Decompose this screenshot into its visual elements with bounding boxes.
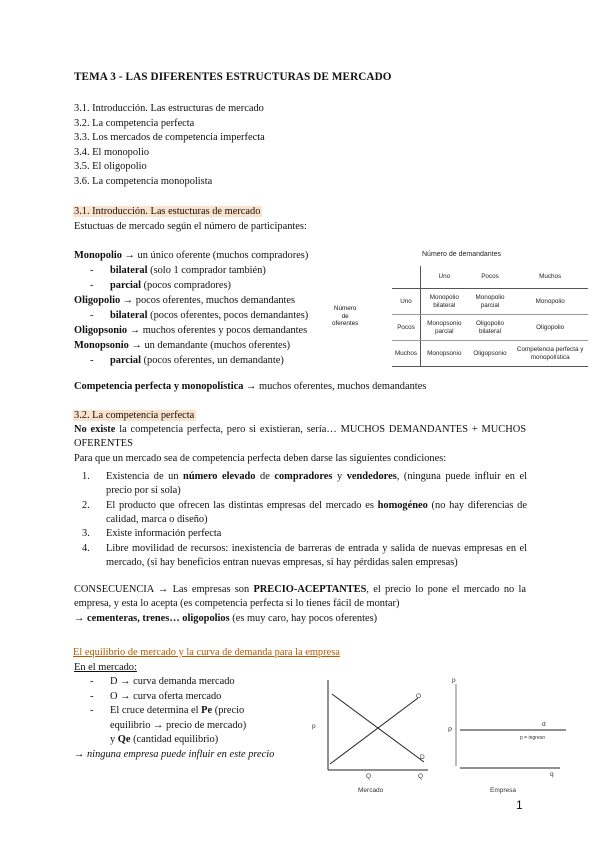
- axis-label-p: p: [312, 723, 316, 730]
- list-item: - bilateral (solo 1 comprador también): [90, 265, 266, 276]
- curve-note: p = ingreso: [520, 735, 545, 741]
- axis-label-qe: Q: [366, 773, 372, 780]
- consecuencia-paragraph: CONSECUENCIA → Las empresas son PRECIO-ACEPTANTES, el precio lo pone el mercado no la empresa, y esta lo acepta (es competencia perfecta si lo tienes fácil de montar) → cementeras, trenes… oligopolios (es muy caro, hay pocos oferentes): [74, 584, 526, 624]
- toc-item: 3.5. El oligopolio: [74, 161, 147, 172]
- table-header: Número de demandantes: [422, 251, 501, 258]
- list-item: → ninguna empresa puede influir en este precio: [74, 748, 275, 760]
- list-item: - D → curva demanda mercado: [90, 676, 235, 687]
- list-item: Oligopolio → pocos oferentes, muchos demandantes: [74, 295, 296, 306]
- subsection-heading: El equilibrio de mercado y la curva de demanda para la empresa: [73, 647, 340, 658]
- list-item: 1. Existencia de un número elevado de compradores y vendedores, (ninguna puede influir en el precio por si sola): [82, 471, 527, 497]
- list-item: 4. Libre movilidad de recursos: inexistencia de barreras de entrada y salida de nuevas empresas en el mercado, (si hay beneficios entran nuevas empresas, si hay pérdidas salen empresas): [82, 542, 527, 569]
- table-row: Uno Monopolio bilateral Monopolio parcial Monopolio: [392, 289, 588, 315]
- firm-graph: [446, 670, 576, 800]
- column-header: Uno: [421, 266, 468, 289]
- subsection-subheading: En el mercado:: [74, 662, 137, 673]
- competencia-line: Competencia perfecta y monopolística → muchos oferentes, muchos demandantes: [74, 381, 427, 392]
- list-item: Monopolio → un único oferente (muchos compradores): [74, 250, 309, 261]
- table-row: Pocos Monopsonio parcial Oligopolio bilateral Oligopolio: [392, 315, 588, 341]
- curve-label-o: O: [416, 693, 422, 700]
- list-item: y Qe (cantidad equilibrio): [110, 734, 219, 745]
- curve-label-d: d: [542, 721, 546, 728]
- table-of-contents: [74, 102, 265, 189]
- list-item: equilibrio → precio de mercado): [110, 719, 247, 731]
- table-side-label: Número de oferentes: [332, 305, 359, 328]
- paragraph: No existe la competencia perfecta, pero si existieran, sería… MUCHOS DEMANDANTES + MUCHOS OFERENTES Para que un mercado sea de competencia perfecta deben darse las siguientes condiciones:: [74, 424, 526, 464]
- column-header: Muchos: [512, 266, 588, 289]
- equilibrium-list: [74, 675, 304, 762]
- axis-label-q: q: [550, 771, 554, 778]
- column-header: Pocos: [468, 266, 513, 289]
- page-title: TEMA 3 - LAS DIFERENTES ESTRUCTURAS DE MERCADO: [74, 71, 392, 83]
- list-item: Monopsonio → un demandante (muchos oferentes): [74, 340, 291, 351]
- section-intro: Estuctuas de mercado según el número de participantes:: [74, 221, 307, 232]
- axis-label-pe: P: [448, 727, 453, 734]
- section-heading: 3.1. Introducción. Las estucturas de mercado: [74, 206, 261, 217]
- market-structure-list: [74, 249, 344, 369]
- section-heading: 3.2. La competencia perfecta: [74, 410, 195, 421]
- axis-label-q: Q: [418, 773, 424, 780]
- list-item: - parcial (pocos compradores): [90, 280, 232, 291]
- list-item: - El cruce determina el Pe (precio: [90, 705, 245, 716]
- table-row: Muchos Monopsonio Oligopsonio Competencia perfecta y monopolística: [392, 341, 588, 367]
- toc-item: 3.2. La competencia perfecta: [74, 117, 195, 129]
- toc-item: 3.6. La competencia monopolista: [74, 175, 213, 187]
- list-item: Oligopsonio → muchos oferentes y pocos demandantes: [74, 325, 308, 336]
- toc-item: 3.1. Introducción. Las estructuras de mercado: [74, 103, 264, 114]
- list-item: 3. Existe información perfecta: [82, 528, 222, 540]
- conditions-list: [82, 470, 527, 571]
- axis-label-p: p: [452, 677, 456, 684]
- page-number: 1: [516, 798, 523, 812]
- toc-item: 3.4. El monopolio: [74, 146, 150, 158]
- market-graph: [300, 670, 440, 800]
- graph-caption: Empresa: [490, 787, 517, 794]
- toc-item: 3.3. Los mercados de competencia imperfecta: [74, 132, 265, 143]
- curve-label-d: D: [420, 754, 425, 761]
- graph-caption: Mercado: [358, 787, 384, 794]
- list-item: - bilateral (pocos oferentes, pocos demandantes): [90, 310, 309, 321]
- supply-curve: [330, 698, 418, 764]
- list-item: 2. El producto que ofrecen las distintas empresas del mercado es homogéneo (no hay diferencias de calidad, marca o diseño): [82, 499, 527, 526]
- list-item: - parcial (pocos oferentes, un demandante): [90, 355, 284, 366]
- list-item: - O → curva oferta mercado: [90, 690, 222, 702]
